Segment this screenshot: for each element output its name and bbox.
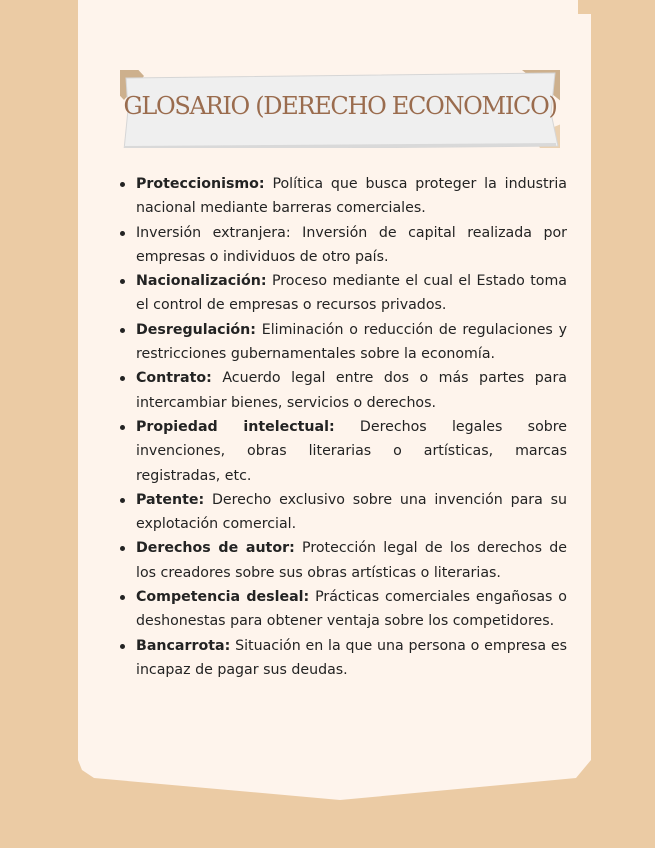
glossary-term: Derechos de autor: [136, 540, 295, 557]
glossary-term: Nacionalización: [136, 273, 267, 290]
glossary-term: Proteccionismo: [136, 176, 265, 192]
glossary-item [136, 366, 567, 415]
bullet-icon [120, 425, 125, 430]
glossary-item [136, 172, 567, 221]
glossary-item [136, 318, 567, 367]
glossary-definition: Acuerdo legal entre dos o más partes para intercambiar bienes, servicios o derechos. [136, 370, 567, 411]
bullet-icon [120, 231, 125, 236]
glossary-term: Contrato: [136, 370, 212, 387]
glossary-item [136, 634, 567, 683]
bullet-icon [120, 328, 125, 333]
glossary-definition: Derechos legales sobre invenciones, obras literarias o artísticas, marcas registradas, etc. [136, 418, 567, 484]
glossary-definition: Situación en la que una persona o empresa es incapaz de pagar sus deudas. [136, 637, 568, 678]
glossary-term: Propiedad intelectual: [136, 418, 335, 435]
glossary-item [136, 269, 567, 318]
glossary-item [136, 221, 567, 270]
glossary-definition: Proceso mediante el cual el Estado toma el control de empresas o recursos privados. [136, 273, 568, 314]
bullet-icon [120, 498, 125, 503]
glossary-definition: Eliminación o reducción de regulaciones y restricciones gubernamentales sobre la economía. [136, 321, 567, 363]
glossary-term: Bancarrota: [136, 637, 231, 654]
page-title: GLOSARIO (DERECHO ECONOMICO) [123, 92, 557, 120]
glossary-definition: Inversión extranjera: Inversión de capital realizada por empresas o individuos de otro país. [136, 224, 567, 265]
glossary-definition: Protección legal de los derechos de los creadores sobre sus obras artísticas o literarias. [136, 540, 567, 581]
glossary-term: Patente: [136, 491, 205, 508]
glossary-definition: Política que busca proteger la industria nacional mediante barreras comerciales. [136, 176, 567, 217]
glossary-list [136, 172, 567, 682]
glossary-definition: Derecho exclusivo sobre una invención para su explotación comercial. [136, 491, 567, 533]
glossary-term: Desregulación: [136, 321, 256, 338]
glossary-item [136, 585, 567, 634]
glossary-item [136, 536, 567, 585]
bullet-icon [120, 182, 125, 187]
glossary-item [136, 488, 567, 537]
glossary-definition: Prácticas comerciales engañosas o deshonestas para obtener ventaja sobre los competidores. [136, 589, 567, 630]
glossary-item [136, 415, 567, 488]
bullet-icon [120, 644, 125, 649]
glossary-term: Competencia desleal: [136, 589, 310, 606]
